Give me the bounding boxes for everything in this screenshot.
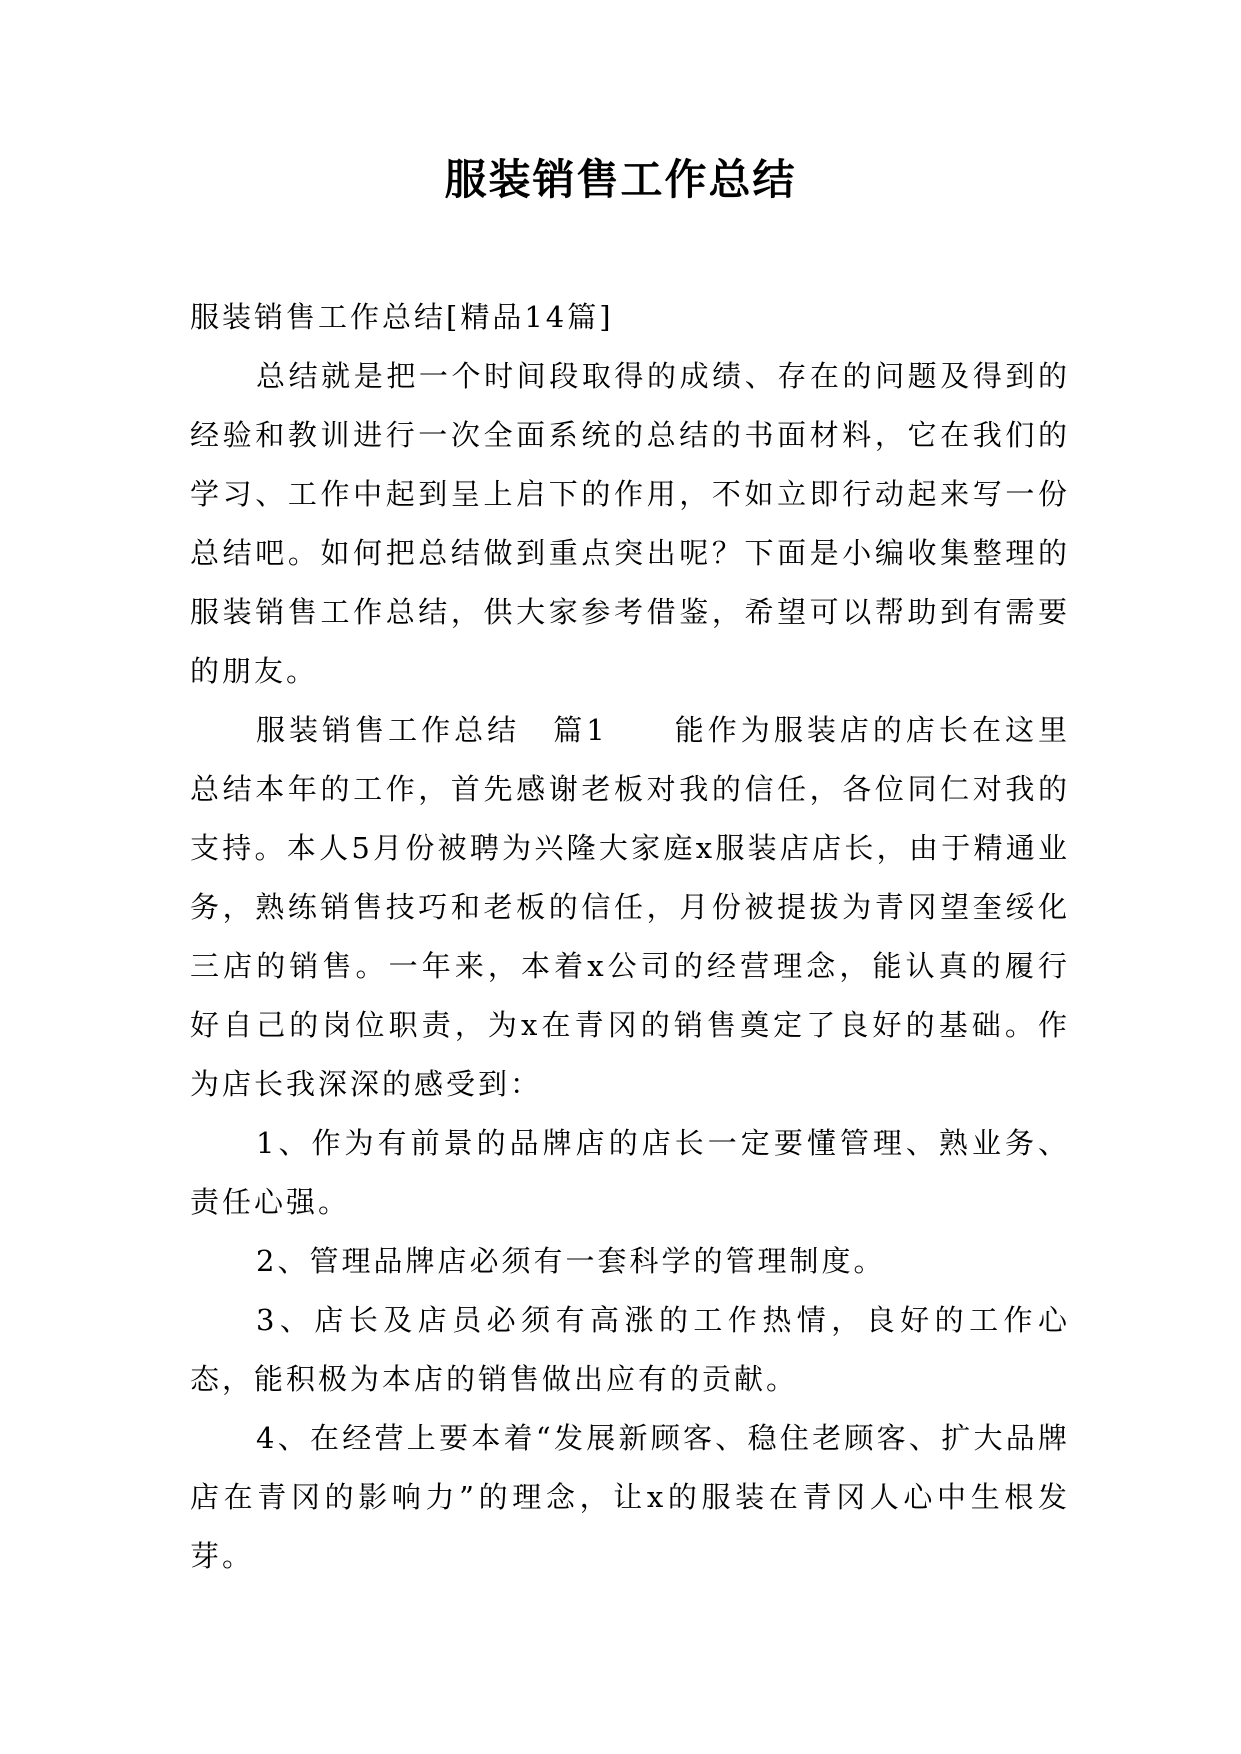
paragraph-intro: 总结就是把一个时间段取得的成绩、存在的问题及得到的经验和教训进行一次全面系统的总结的书面材料，它在我们的学习、工作中起到呈上启下的作用，不如立即行动起来写一份总结吧。如何把总结做到重点突出呢？下面是小编收集整理的服装销售工作总结，供大家参考借鉴，希望可以帮助到有需要的朋友。 bbox=[190, 359, 1070, 688]
document-title: 服装销售工作总结 bbox=[444, 155, 797, 204]
paragraph-article-1: 服装销售工作总结 篇1 能作为服装店的店长在这里总结本年的工作，首先感谢老板对我的信任，各位同仁对我的支持。本人5月份被聘为兴隆大家庭x服装店店长，由于精通业务，熟练销售技巧和老板的信任，月份被提拔为青冈望奎绥化三店的销售。一年来，本着x公司的经营理念，能认真的履行好自己的岗位职责，为x在青冈的销售奠定了良好的基础。作为店长我深深的感受到： bbox=[190, 713, 1070, 1101]
paragraph-point-3: 3、店长及店员必须有高涨的工作热情，良好的工作心态，能积极为本店的销售做出应有的贡献。 bbox=[190, 1303, 1070, 1396]
paragraph-point-1: 1、作为有前景的品牌店的店长一定要懂管理、熟业务、责任心强。 bbox=[190, 1126, 1070, 1219]
paragraph-point-2: 2、管理品牌店必须有一套科学的管理制度。 bbox=[256, 1244, 886, 1278]
document-body bbox=[190, 288, 1070, 1586]
document-subtitle: 服装销售工作总结[精品14篇] bbox=[190, 300, 614, 334]
paragraph-point-4: 4、在经营上要本着“发展新顾客、稳住老顾客、扩大品牌店在青冈的影响力”的理念，让x的服装在青冈人心中生根发芽。 bbox=[190, 1421, 1070, 1573]
